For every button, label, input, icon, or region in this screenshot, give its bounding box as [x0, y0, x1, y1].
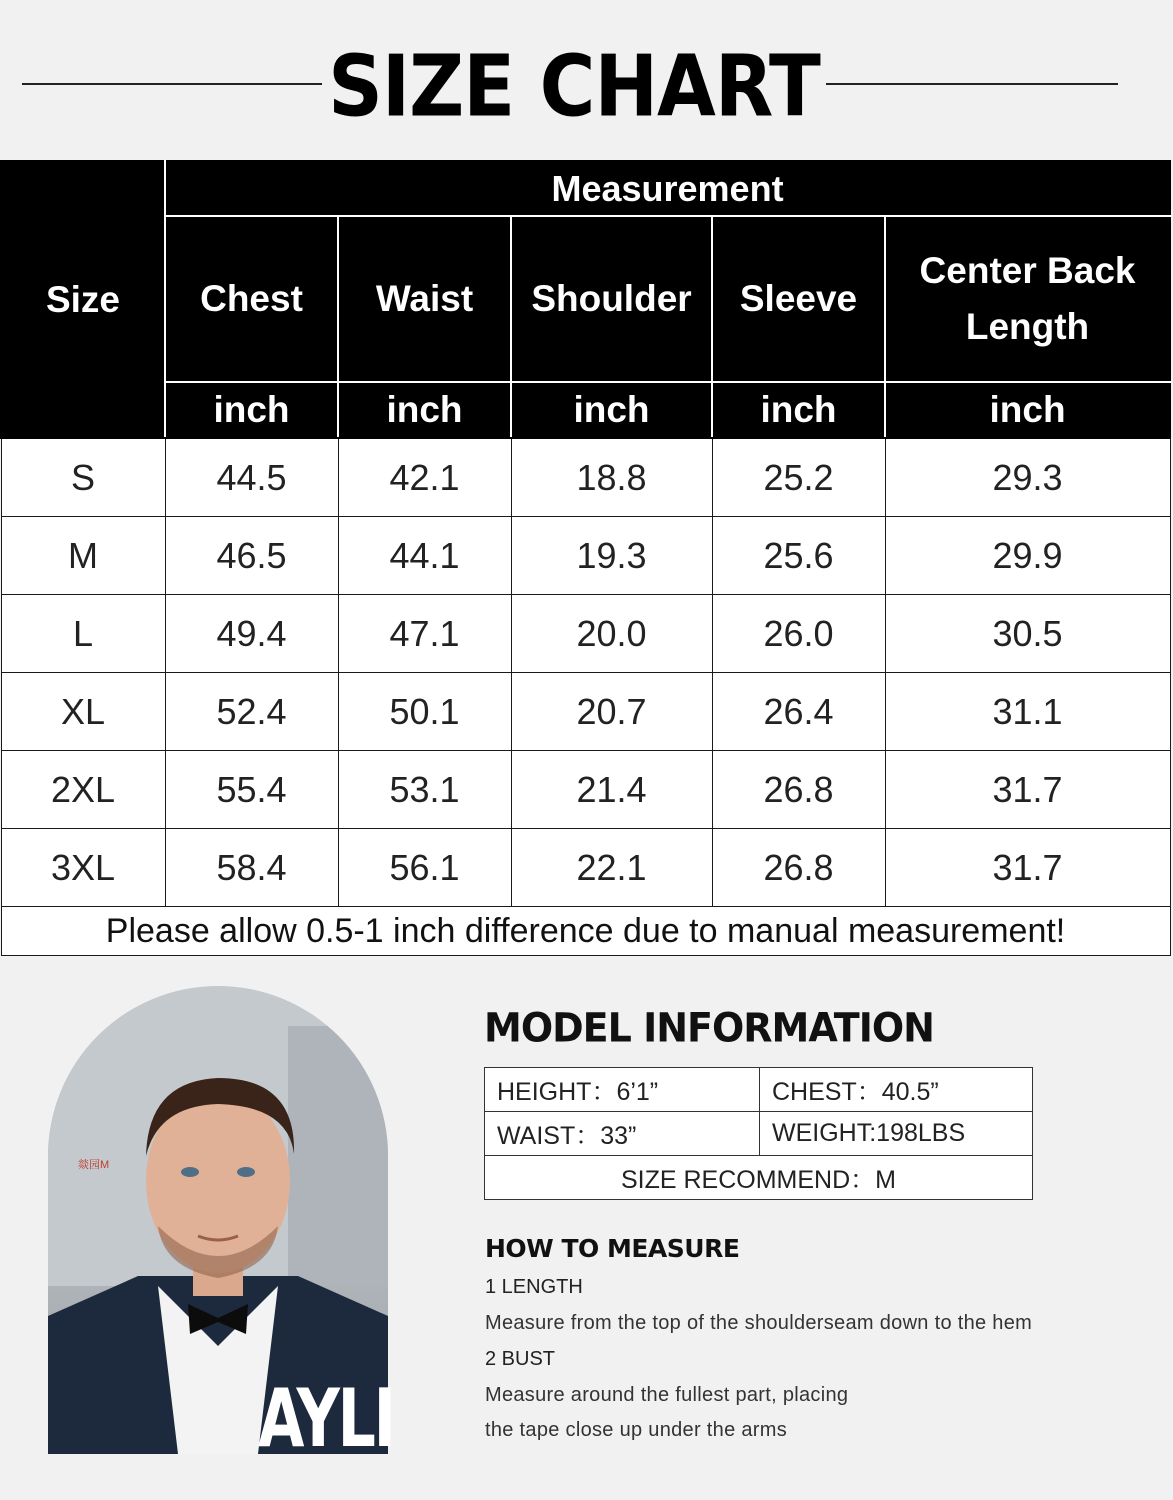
unit-shoulder: inch — [511, 382, 712, 438]
size-recommend: SIZE RECOMMEND：M — [485, 1156, 1033, 1200]
length-cell: 29.9 — [885, 517, 1170, 595]
center-back-line2: Length — [965, 306, 1090, 347]
model-info-title: MODEL INFORMATION — [484, 1004, 934, 1052]
size-cell: S — [1, 438, 165, 517]
step-bust-label: 2 BUST — [485, 1348, 556, 1370]
table-row — [1, 595, 1170, 673]
unit-waist: inch — [338, 382, 511, 438]
chest-cell: 44.5 — [165, 438, 338, 517]
shoulder-cell: 22.1 — [511, 829, 712, 907]
how-to-measure-title: HOW TO MEASURE — [485, 1234, 740, 1263]
chest-cell: 58.4 — [165, 829, 338, 907]
shoulder-cell: 19.3 — [511, 517, 712, 595]
table-row — [1, 517, 1170, 595]
chest-cell: 49.4 — [165, 595, 338, 673]
sleeve-cell: 26.0 — [712, 595, 885, 673]
sleeve-cell: 26.8 — [712, 751, 885, 829]
title-rule-right — [826, 83, 1118, 85]
sleeve-cell: 26.4 — [712, 673, 885, 751]
shoulder-cell: 20.0 — [511, 595, 712, 673]
brand-logo: AYLI — [258, 1372, 394, 1465]
unit-chest: inch — [165, 382, 338, 438]
length-cell: 31.1 — [885, 673, 1170, 751]
shoulder-header: Shoulder — [511, 216, 712, 382]
table-row — [1, 673, 1170, 751]
chest-cell: 52.4 — [165, 673, 338, 751]
waist-cell: 42.1 — [338, 438, 511, 517]
model-info-table — [484, 1067, 1033, 1200]
waist-cell: 47.1 — [338, 595, 511, 673]
measurement-note: Please allow 0.5-1 inch difference due to manual measurement! — [1, 907, 1170, 956]
shoulder-cell: 21.4 — [511, 751, 712, 829]
waist-cell: 56.1 — [338, 829, 511, 907]
size-cell: 3XL — [1, 829, 165, 907]
waist-cell: 44.1 — [338, 517, 511, 595]
title-rule-left — [22, 83, 322, 85]
table-row — [1, 829, 1170, 907]
table-row — [1, 751, 1170, 829]
measurement-header: Measurement — [165, 161, 1170, 216]
step-length-desc: Measure from the top of the shoulderseam down to the hem — [485, 1312, 1033, 1334]
sleeve-cell: 25.6 — [712, 517, 885, 595]
waist-cell: 53.1 — [338, 751, 511, 829]
shoulder-cell: 20.7 — [511, 673, 712, 751]
step-length-label: 1 LENGTH — [485, 1276, 583, 1298]
center-back-length-header — [885, 216, 1170, 382]
length-cell: 31.7 — [885, 751, 1170, 829]
step-bust-desc-2: the tape close up under the arms — [485, 1419, 788, 1441]
waist-header: Waist — [338, 216, 511, 382]
length-cell: 29.3 — [885, 438, 1170, 517]
chest-cell: 46.5 — [165, 517, 338, 595]
size-cell: M — [1, 517, 165, 595]
size-cell: XL — [1, 673, 165, 751]
length-cell: 30.5 — [885, 595, 1170, 673]
size-cell: L — [1, 595, 165, 673]
model-waist: WAIST：33” — [485, 1112, 760, 1156]
model-chest: CHEST：40.5” — [760, 1068, 1033, 1112]
unit-sleeve: inch — [712, 382, 885, 438]
shoulder-cell: 18.8 — [511, 438, 712, 517]
chest-header: Chest — [165, 216, 338, 382]
center-back-line1: Center Back — [919, 250, 1136, 291]
size-header: Size — [1, 161, 165, 438]
waist-cell: 50.1 — [338, 673, 511, 751]
photo-watermark: 燚园M — [78, 1159, 110, 1171]
sleeve-header: Sleeve — [712, 216, 885, 382]
unit-length: inch — [885, 382, 1170, 438]
sleeve-cell: 25.2 — [712, 438, 885, 517]
table-row — [1, 438, 1170, 517]
page-title: SIZE CHART — [328, 36, 820, 136]
model-height: HEIGHT：6’1” — [485, 1068, 760, 1112]
title-banner — [0, 0, 1173, 160]
step-bust-desc-1: Measure around the fullest part, placing — [485, 1384, 849, 1406]
chest-cell: 55.4 — [165, 751, 338, 829]
size-cell: 2XL — [1, 751, 165, 829]
size-chart-table — [0, 160, 1171, 956]
length-cell: 31.7 — [885, 829, 1170, 907]
model-weight: WEIGHT:198LBS — [760, 1112, 1033, 1156]
sleeve-cell: 26.8 — [712, 829, 885, 907]
